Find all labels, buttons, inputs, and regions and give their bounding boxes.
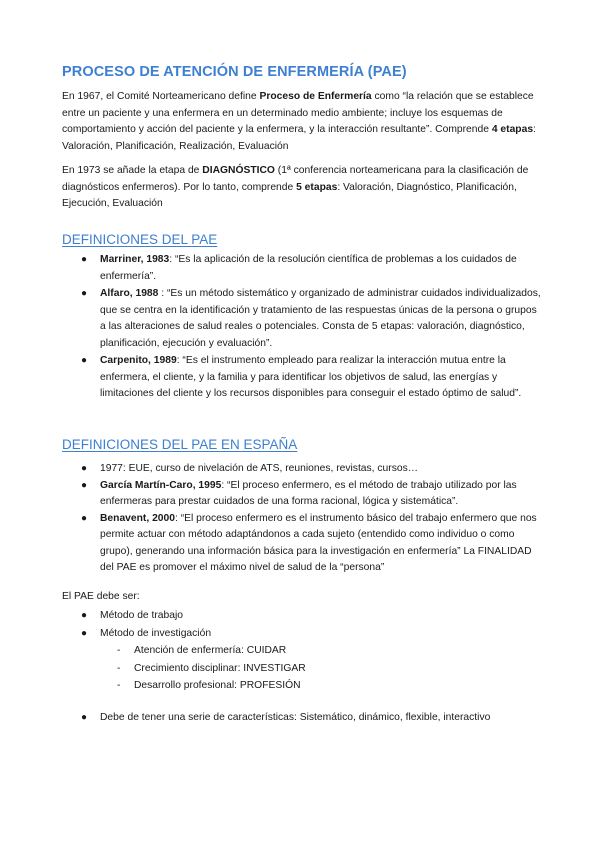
- dash-icon: -: [117, 680, 121, 691]
- item-author: García Martín-Caro, 1995: [100, 479, 222, 491]
- section-heading-definitions-spain: DEFINICIONES DEL PAE EN ESPAÑA: [62, 437, 298, 452]
- item-text: Debe de tener una serie de características: Sistemático, dinámico, flexible, interactivo: [100, 712, 491, 723]
- bullet-icon: ●: [81, 355, 88, 366]
- pae-debe-ser: El PAE debe ser:: [62, 591, 140, 602]
- list-item: [62, 608, 542, 625]
- intro1-bold-d: 4 etapas: [491, 124, 534, 135]
- intro2-text-c: (1ª conferencia norteamericana para la clasificación de diagnósticos enfermeros). Por lo tanto, comprende: [62, 165, 529, 193]
- intro2-text-e: : Valoración, Diagnóstico, Planificación, Ejecución, Evaluación: [62, 181, 517, 209]
- intro-paragraph-2: [62, 163, 542, 213]
- section-heading-definitions: DEFINICIONES DEL PAE: [62, 232, 218, 247]
- list-item: [62, 511, 542, 577]
- item-text: 1977: EUE, curso de nivelación de ATS, reuniones, revistas, cursos…: [100, 463, 419, 474]
- item-text: : “Es el instrumento empleado para realizar la interacción mutua entre la enfermera, el cliente, y la familia y para identificar los objetivos de salud, las energías y limitaciones del cliente y los recursos disponibles para conseguir el estado óptimo de salud”.: [100, 355, 522, 399]
- item-text: : “Es un método sistemático y organizado de administrar cuidados individualizados, que se centra en la identificación y tratamiento de las respuestas únicas de la persona o grupos a las alteraciones de salud reales o potenciales. Consta de 5 etapas: valoración, diagnóstico, planificación, ejecución y evaluación”.: [100, 288, 541, 349]
- bullet-icon: ●: [81, 463, 88, 474]
- sublist-item: [62, 660, 306, 678]
- sublist-item: [62, 677, 306, 695]
- list-item: [62, 252, 542, 285]
- intro2-text-a: En 1973 se añade la etapa de: [62, 165, 203, 176]
- intro1-bold-b: Proceso de Enfermería: [259, 91, 372, 102]
- dash-icon: -: [117, 662, 121, 674]
- bullet-icon: ●: [81, 712, 88, 723]
- intro1-text-e: : Valoración, Planificación, Realización, Evaluación: [62, 124, 536, 152]
- sublist-text: Atención de enfermería: CUIDAR: [134, 645, 287, 656]
- definitions-spain-list: [62, 461, 542, 577]
- list-item: [62, 461, 542, 478]
- bullet-icon: ●: [81, 610, 88, 621]
- sublist-text: Desarrollo profesional: PROFESIÓN: [134, 680, 301, 691]
- characteristics-list: [62, 710, 542, 727]
- intro2-bold-d: 5 etapas: [296, 181, 338, 193]
- dash-icon: -: [117, 645, 121, 656]
- intro2-bold-b: DIAGNÓSTICO: [202, 165, 275, 176]
- bullet-icon: ●: [81, 288, 88, 299]
- item-author: Carpenito, 1989: [100, 355, 177, 366]
- page-title: PROCESO DE ATENCIÓN DE ENFERMERÍA (PAE): [62, 64, 407, 80]
- item-text: : “El proceso enfermero, es el método de trabajo utilizado por las enfermeras para prestar cuidados de una forma racional, lógica y sistemática”.: [100, 479, 517, 507]
- bullet-icon: ●: [81, 512, 88, 524]
- research-sublist: [62, 642, 306, 695]
- item-author: Benavent, 2000: [100, 512, 175, 524]
- intro-paragraph-1: [62, 89, 542, 155]
- intro1-text-a: En 1967, el Comité Norteamericano define: [62, 91, 260, 102]
- item-author: Alfaro, 1988: [100, 288, 162, 299]
- list-item: [62, 710, 542, 727]
- pae-list: [62, 608, 542, 642]
- sublist-text: Crecimiento disciplinar: INVESTIGAR: [134, 662, 306, 674]
- item-text: : “Es la aplicación de la resolución científica de problemas a los cuidados de enfermería”.: [100, 254, 517, 282]
- item-author: Marriner, 1983: [100, 254, 170, 265]
- bullet-icon: ●: [81, 479, 88, 491]
- intro1-text-c: como “la relación que se establece entre un paciente y una enfermera en un determinado medio ambiente; incluye los esquemas de comportamiento y acción del paciente y la enfermera, y la interacción resultante”. Comprende: [62, 91, 534, 135]
- list-item: [62, 286, 542, 352]
- list-item: [62, 353, 542, 403]
- list-item: [62, 626, 542, 643]
- bullet-icon: ●: [81, 627, 88, 639]
- item-text: Método de investigación: [100, 627, 212, 639]
- bullet-icon: ●: [81, 254, 88, 265]
- item-text: : “El proceso enfermero es el instrumento básico del trabajo enfermero que nos permite actuar con método adaptándonos a cada sujeto (entendido como individuo o como grupo), generando una información básica para la investigación en enfermería” La FINALIDAD del PAE es promover el máximo nivel de salud de la “persona”: [100, 512, 537, 573]
- definitions-list: [62, 252, 542, 403]
- sublist-item: [62, 642, 306, 660]
- item-text: Método de trabajo: [100, 610, 184, 621]
- list-item: [62, 478, 542, 511]
